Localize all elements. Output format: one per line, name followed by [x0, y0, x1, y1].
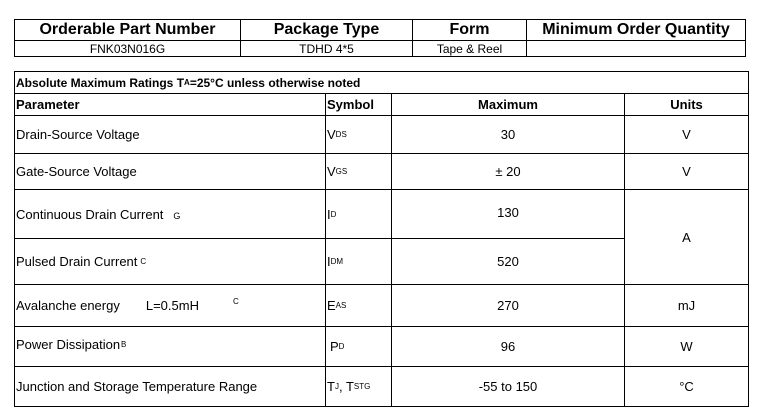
order-header-package-type: Package Type: [273, 20, 380, 38]
row-continuous-drain-current-param: [16, 196, 324, 232]
row-gate-source-voltage-max: ± 20: [495, 164, 521, 179]
row-drain-source-voltage-param: [16, 116, 324, 153]
ratings-title: [16, 72, 746, 93]
order-header-part-number: Orderable Part Number: [39, 20, 216, 38]
row-pulsed-drain-current-param: [16, 241, 324, 281]
symbol-subscript: DS: [335, 130, 347, 139]
symbol-subscript: D: [330, 209, 337, 219]
param-label: Continuous Drain Current: [16, 206, 164, 222]
header-parameter: Parameter: [16, 97, 80, 112]
row-temperature-range-unit: °C: [679, 379, 694, 394]
symbol-letter: I: [327, 253, 331, 269]
symbol-subscript-2: STG: [353, 382, 371, 391]
row-temperature-range-symbol: [327, 367, 391, 406]
param-footnote-mark: G: [173, 211, 181, 221]
symbol-subscript: J: [334, 382, 339, 391]
row-avalanche-energy-max: 270: [497, 298, 519, 313]
row-drain-source-voltage-max: 30: [500, 127, 516, 142]
header-maximum: Maximum: [478, 97, 538, 112]
order-min-qty: [527, 41, 745, 56]
row-drain-source-voltage-symbol: [327, 116, 391, 153]
symbol-subscript: DM: [330, 256, 344, 266]
param-label: Drain-Source Voltage: [16, 127, 140, 142]
row-temperature-range-param: [16, 367, 324, 406]
symbol-letter: E: [327, 298, 336, 313]
param-footnote-mark: C: [140, 256, 147, 266]
param-condition: L=0.5mH: [145, 298, 199, 313]
row-power-dissipation-param: [16, 327, 324, 361]
row-avalanche-energy-symbol: [327, 285, 391, 326]
symbol-subscript: AS: [335, 301, 347, 310]
symbol-letter: P: [330, 339, 339, 354]
row-gate-source-voltage-symbol: [327, 154, 391, 189]
row-avalanche-energy-param: [16, 285, 324, 326]
row-pulsed-drain-current-max: 520: [497, 253, 519, 269]
param-label: Gate-Source Voltage: [16, 164, 137, 179]
symbol-subscript: D: [338, 342, 345, 351]
row-gate-source-voltage-param: [16, 154, 324, 189]
row-power-dissipation-symbol: [330, 327, 391, 366]
row-power-dissipation-max: 96: [500, 339, 516, 354]
order-part-number: FNK03N016G: [89, 41, 166, 56]
ratings-title-sub: A: [184, 78, 190, 87]
param-label: Pulsed Drain Current: [16, 253, 138, 269]
symbol-letter: T: [327, 379, 335, 394]
order-header-min-qty: Minimum Order Quantity: [542, 20, 730, 38]
param-label: Power Dissipation: [16, 336, 121, 352]
symbol-letter: V: [327, 127, 336, 142]
param-footnote-mark: C: [232, 297, 239, 306]
param-label: Junction and Storage Temperature Range: [16, 379, 258, 394]
param-footnote-mark: B: [121, 339, 127, 349]
row-continuous-drain-current-symbol: [327, 196, 391, 232]
symbol-letter-2: , T: [338, 379, 354, 394]
ratings-title-suffix: =25°C unless otherwise noted: [189, 75, 361, 90]
row-gate-source-voltage-unit: V: [682, 164, 691, 179]
symbol-letter: I: [327, 206, 331, 222]
header-symbol: Symbol: [327, 97, 374, 112]
symbol-letter: V: [327, 164, 336, 179]
row-drain-source-voltage-unit: V: [682, 127, 691, 142]
order-package-type: TDHD 4*5: [299, 41, 354, 56]
row-power-dissipation-unit: W: [680, 339, 693, 354]
row-temperature-range-max: -55 to 150: [478, 379, 538, 394]
ratings-title-prefix: Absolute Maximum Ratings T: [16, 75, 185, 90]
symbol-subscript: GS: [335, 167, 348, 176]
row-drain-current-unit: A: [682, 229, 691, 245]
row-continuous-drain-current-max: 130: [497, 204, 519, 220]
order-form: Tape & Reel: [436, 41, 503, 56]
header-units: Units: [670, 97, 703, 112]
param-label: Avalanche energy: [16, 298, 120, 313]
order-header-form: Form: [449, 20, 490, 38]
row-pulsed-drain-current-symbol: [327, 241, 391, 281]
row-avalanche-energy-unit: mJ: [677, 298, 696, 313]
